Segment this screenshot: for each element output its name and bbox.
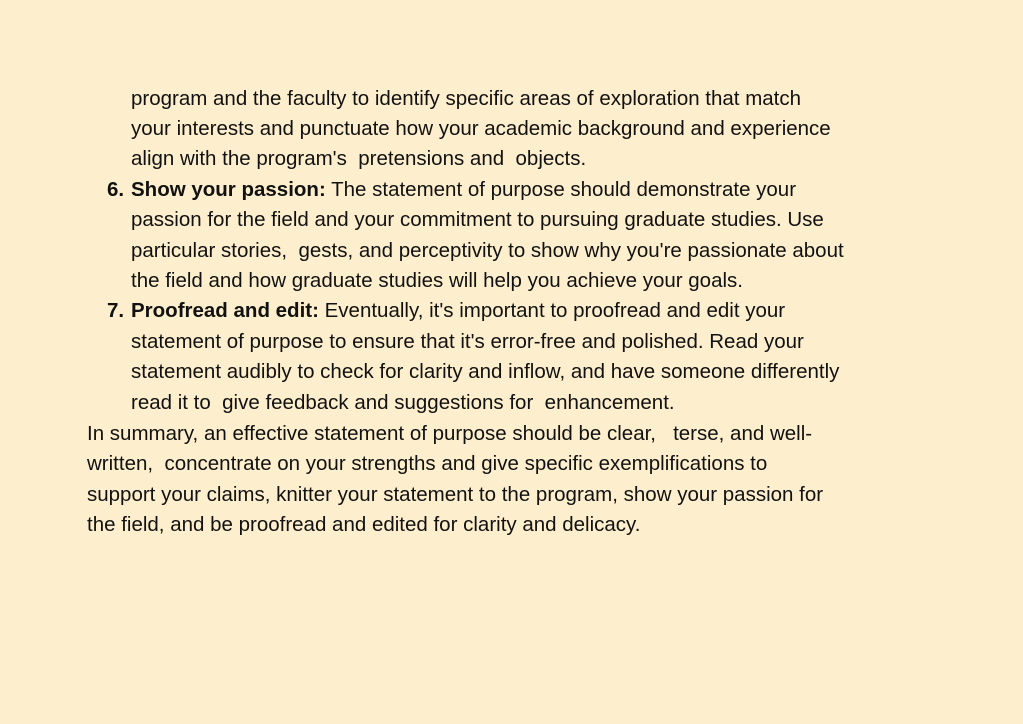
list-item-number: 7. (107, 299, 125, 322)
list-continuation-line: program and the faculty to identify specific areas of exploration that match (131, 87, 802, 110)
summary-line: the field, and be proofread and edited for clarity and delicacy. (87, 513, 641, 536)
list-item-first-line (131, 175, 796, 205)
summary-line: support your claims, knitter your statement to the program, show your passion for (87, 483, 824, 506)
list-item-line: particular stories, gests, and perceptivity to show why you're passionate about (131, 239, 844, 262)
list-continuation-line: align with the program's pretensions and objects. (131, 147, 587, 170)
list-item-line: the field and how graduate studies will help you achieve your goals. (131, 269, 743, 292)
list-item-text: The statement of purpose should demonstrate your (325, 178, 797, 201)
summary-line: In summary, an effective statement of purpose should be clear, terse, and well- (87, 422, 813, 445)
list-item-line: statement audibly to check for clarity and inflow, and have someone differently (131, 360, 840, 383)
list-item-title: Show your passion: (131, 178, 326, 201)
list-item-text: Eventually, it's important to proofread and edit your (318, 299, 786, 322)
list-item-number: 6. (107, 178, 125, 201)
list-item-first-line (131, 296, 785, 326)
list-continuation-line: your interests and punctuate how your academic background and experience (131, 117, 831, 140)
list-item-line: read it to give feedback and suggestions for enhancement. (131, 391, 675, 414)
list-item-title: Proofread and edit: (131, 299, 319, 322)
list-item-line: statement of purpose to ensure that it's error-free and polished. Read your (131, 330, 804, 353)
list-item-line: passion for the field and your commitment to pursuing graduate studies. Use (131, 208, 824, 231)
summary-line: written, concentrate on your strengths and give specific exemplifications to (87, 452, 768, 475)
